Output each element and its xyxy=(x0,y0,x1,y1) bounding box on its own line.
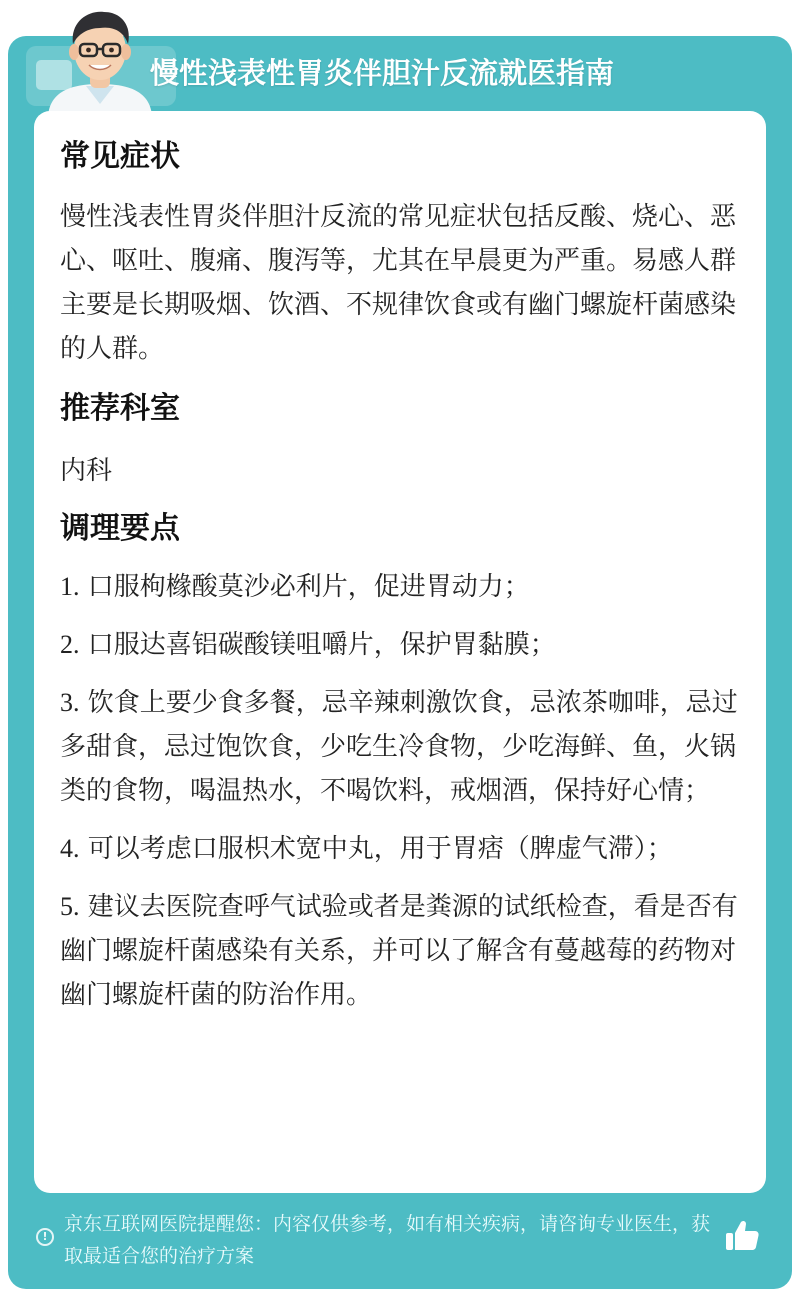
symptoms-heading: 常见症状 xyxy=(60,139,180,174)
list-item-text: 可以考虑口服枳术宽中丸，用于胃痞（脾虚气滞）； xyxy=(87,834,673,864)
disclaimer-footer xyxy=(36,1208,776,1272)
department-heading: 推荐科室 xyxy=(60,391,180,426)
info-icon: ! xyxy=(36,1228,54,1246)
list-item xyxy=(60,681,740,813)
list-item-number: 3. xyxy=(60,688,80,717)
symptoms-text: 慢性浅表性胃炎伴胆汁反流的常见症状包括反酸、烧心、恶心、呕吐、腹痛、腹泻等，尤其在早晨更为严重。易感人群主要是长期吸烟、饮酒、不规律饮食或有幽门螺旋杆菌感染的人群。 xyxy=(60,202,737,364)
list-item-text: 口服达喜铝碳酸镁咀嚼片，保护胃黏膜； xyxy=(87,630,556,660)
department-text: 内科 xyxy=(60,456,113,486)
doctor-avatar xyxy=(40,4,160,116)
list-item-text: 饮食上要少食多餐，忌辛辣刺激饮食，忌浓茶咖啡，忌过多甜食，忌过饱饮食，少吃生冷食物，少吃海鲜、鱼，火锅类的食物，喝温热水，不喝饮料，戒烟酒，保持好心情； xyxy=(60,688,738,806)
care-points-list xyxy=(60,565,740,1017)
disclaimer-text: 京东互联网医院提醒您：内容仅供参考，如有相关疾病，请咨询专业医生，获取最适合您的治疗方案 xyxy=(64,1213,711,1267)
list-item xyxy=(60,565,740,609)
content-card xyxy=(34,111,766,1193)
list-item xyxy=(60,827,740,871)
list-item-number: 1. xyxy=(60,572,80,601)
list-item-number: 4. xyxy=(60,834,80,863)
page-title: 慢性浅表性胃炎伴胆汁反流就医指南 xyxy=(150,56,615,90)
list-item-number: 5. xyxy=(60,892,80,921)
care-points-heading: 调理要点 xyxy=(60,511,180,546)
list-item-text: 口服枸橼酸莫沙必利片，促进胃动力； xyxy=(87,572,530,602)
list-item xyxy=(60,623,740,667)
list-item-text: 建议去医院查呼气试验或者是粪源的试纸检查，看是否有幽门螺旋杆菌感染有关系，并可以了解含有蔓越莓的药物对幽门螺旋杆菌的防治作用。 xyxy=(60,892,738,1010)
list-item xyxy=(60,885,740,1017)
thumbs-up-icon[interactable] xyxy=(724,1218,760,1254)
list-item-number: 2. xyxy=(60,630,80,659)
